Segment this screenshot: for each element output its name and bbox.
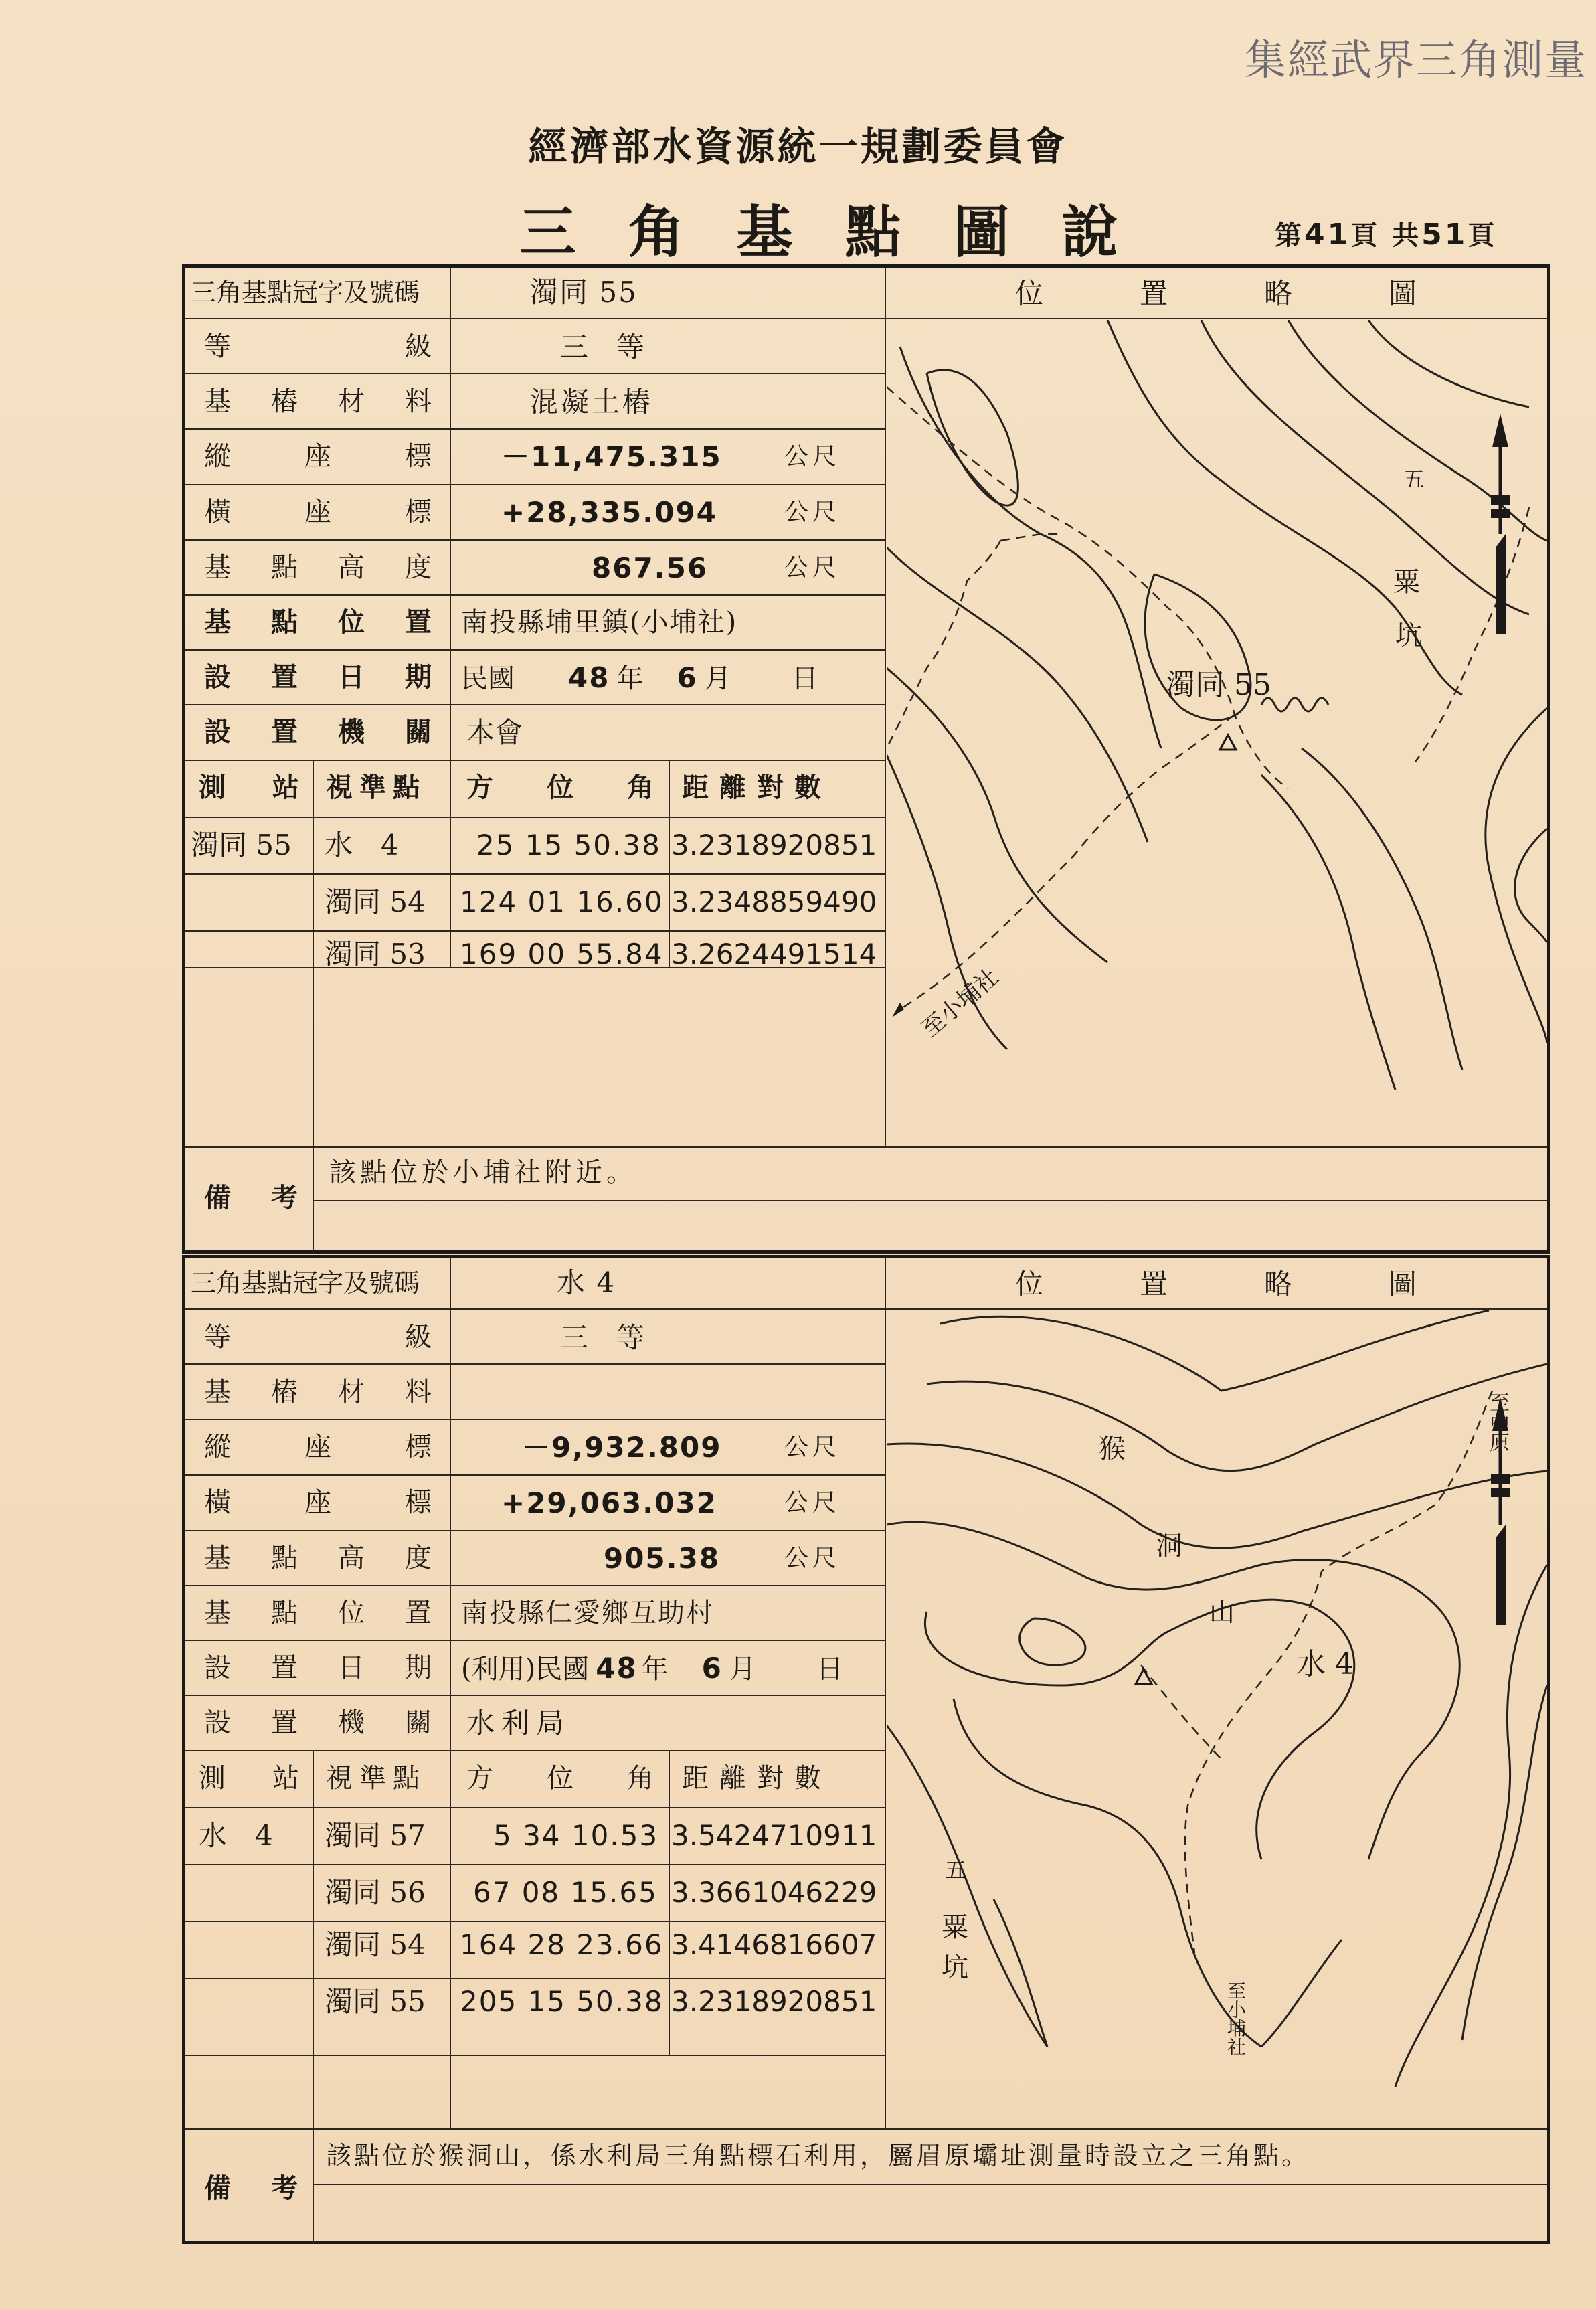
organization-title: 經濟部水資源統一規劃委員會 [528,124,1068,169]
height-unit: 公尺 [784,1545,841,1572]
remark-value: 該點位於猴洞山，係水利局三角點標石利用，屬眉原壩址測量時設立之三角點。 [326,2141,1310,2170]
divider [885,268,886,1146]
row-line [185,318,885,319]
row-line [185,1807,885,1808]
label-map: 位 置 略 圖 [1015,277,1417,310]
location-value: 南投縣仁愛鄉互助村 [461,1598,714,1628]
map-stream-label: 五 [945,1857,967,1883]
material-value: 混凝土樁 [530,386,654,418]
label-station: 測 站 [199,772,299,803]
label-agency: 設 置 機 關 [204,716,432,748]
row-line [313,2184,1547,2185]
obs-azimuth: 25 15 50.38 [476,829,661,861]
remark-value: 該點位於小埔社附近。 [329,1157,637,1188]
section-2 [182,1255,1550,2244]
agency-value: 水利局 [466,1707,571,1739]
road-arrow-icon [892,1003,904,1017]
label-remarks: 備 考 [204,2172,298,2204]
row-line [185,373,885,374]
obs-distance: 3.2348859490 [671,885,877,918]
obs-target: 濁同 55 [325,1985,426,2018]
label-azimuth: 方 位 角 [466,1763,654,1794]
obs-distance: 3.5424710911 [671,1819,877,1852]
row-line [185,649,885,651]
north-value: －11,475.315 [501,440,722,473]
label-grade: 等 級 [204,1322,432,1353]
map-stream-label: 粟 [1393,567,1420,598]
label-location: 基 點 位 置 [204,1598,432,1628]
handwritten-stamp: 集經武界三角測量 [1245,35,1588,84]
north-unit: 公尺 [784,443,841,471]
agency-value: 本會 [466,716,523,749]
page-prefix: 第 [1275,220,1304,251]
row-line [185,1750,885,1751]
triangle-point-icon [1220,735,1236,750]
row-line [185,1363,885,1365]
obs-target: 濁同 57 [325,1819,426,1852]
obs-target: 濁同 53 [325,938,426,970]
row-line [185,484,885,485]
row-line [185,1474,885,1476]
row-line [185,760,885,761]
north-arrow-bar [1491,509,1510,518]
label-distance: 距離對數 [682,772,832,803]
page-total: 51 [1421,218,1468,252]
row-line [185,539,885,541]
label-station: 測 站 [199,1763,299,1794]
obs-distance: 3.3661046229 [671,1876,877,1909]
map-mountain-label: 山 [1209,1598,1235,1627]
map-point-label: 水 4 [1296,1647,1354,1681]
page-suffix: 頁 [1468,220,1498,251]
row-line [185,1530,885,1531]
label-date: 設 置 日 期 [204,1652,432,1683]
row-line [185,817,885,818]
divider [313,760,314,1254]
label-east: 橫 座 標 [204,1487,432,1518]
station-value: 水 4 [199,1819,273,1852]
code-value: 水 4 [557,1266,616,1299]
label-north: 縱 座 標 [204,441,432,472]
east-value: +29,063.032 [501,1486,717,1519]
date-value: (利用)民國 48 年 6 月 日 [461,1652,843,1685]
row-line [185,1585,885,1586]
grade-value: 三 等 [560,331,645,363]
label-target: 視準點 [326,772,426,803]
label-map: 位 置 略 圖 [1015,1268,1417,1300]
divider [885,1258,886,2128]
label-remarks: 備 考 [204,1182,298,1213]
divider [669,1750,670,2055]
obs-distance: 3.4146816607 [671,1928,877,1961]
obs-target: 濁同 56 [325,1876,426,1909]
divider [669,760,670,967]
label-material: 基 樁 材 料 [204,386,432,417]
north-unit: 公尺 [784,1434,841,1461]
row-line [185,704,885,705]
row-line [185,2128,1547,2130]
obs-distance: 3.2624491514 [671,938,877,970]
row-line [185,1640,885,1641]
page-title: 三角基點圖說 [519,199,1170,265]
date-value: 民國 48 年 6 月 日 [461,661,818,694]
obs-azimuth: 164 28 23.66 [460,1928,664,1961]
obs-azimuth: 5 34 10.53 [493,1819,659,1852]
map-stream-label: 粟 [942,1912,968,1943]
code-value: 濁同 55 [530,276,638,309]
section-1 [182,264,1550,1254]
east-unit: 公尺 [784,499,841,526]
north-arrow-tail [1496,1525,1506,1625]
obs-azimuth: 169 00 55.84 [460,938,664,970]
page-number [1275,214,1497,252]
obs-target: 濁同 54 [325,885,426,918]
location-map [887,320,1547,1144]
obs-distance: 3.2318920851 [671,1985,877,2018]
map-head-line [885,318,1547,319]
grade-value: 三 等 [560,1321,645,1354]
height-value: 905.38 [604,1542,721,1575]
triangle-point-icon [1136,1669,1152,1684]
obs-distance: 3.2318920851 [671,829,877,861]
label-date: 設 置 日 期 [204,661,432,693]
divider [313,1750,314,2244]
label-azimuth: 方 位 角 [466,772,654,803]
row-line [185,1146,1547,1148]
map-mountain-label: 猴 [1099,1434,1126,1464]
location-value: 南投縣埔里鎮(小埔社) [461,607,738,638]
label-material: 基 樁 材 料 [204,1377,432,1407]
obs-target: 水 4 [325,829,399,861]
row-line [185,428,885,430]
east-unit: 公尺 [784,1489,841,1517]
row-line [185,1419,885,1420]
row-line [185,873,885,875]
row-line [185,1978,885,1979]
page-mid: 頁 共 [1350,220,1422,251]
east-value: +28,335.094 [501,496,717,529]
map-stream-label: 坑 [942,1952,968,1983]
station-value: 濁同 55 [191,829,292,861]
map-mountain-label: 洞 [1156,1531,1182,1561]
north-arrow-bar [1491,1474,1510,1484]
north-arrow-tail [1496,534,1506,634]
obs-azimuth: 67 08 15.65 [473,1876,658,1909]
divider [450,1258,451,2128]
map-road-label: 至小埔社 [1225,1981,1247,2056]
label-agency: 設 置 機 關 [204,1707,432,1738]
stream-symbol [1261,698,1328,711]
contour-lines [887,1310,1547,2087]
label-distance: 距離對數 [682,1763,832,1794]
map-stream-label: 五 [1403,466,1425,492]
label-code: 三角基點冠字及號碼 [191,1268,420,1298]
map-head-line [885,1308,1547,1310]
label-target: 視準點 [326,1763,426,1794]
map-stream-label: 坑 [1395,620,1422,651]
height-unit: 公尺 [784,554,841,582]
page-current: 41 [1304,218,1351,252]
height-value: 867.56 [592,551,709,584]
obs-target: 濁同 54 [325,1928,426,1961]
row-line [185,2055,885,2056]
label-north: 縱 座 標 [204,1432,432,1462]
row-line [185,1695,885,1696]
label-location: 基 點 位 置 [204,606,432,638]
row-line [185,930,885,932]
obs-azimuth: 205 15 50.38 [460,1985,664,2018]
north-arrow-bar [1491,1488,1510,1497]
row-line [185,1864,885,1865]
row-line [313,1200,1547,1201]
label-code: 三角基點冠字及號碼 [191,278,420,307]
label-grade: 等 級 [204,331,432,362]
north-value: －9,932.809 [522,1431,722,1464]
location-map [887,1310,1547,2127]
label-east: 橫 座 標 [204,497,432,527]
obs-azimuth: 124 01 16.60 [460,885,664,918]
north-arrow-bar [1491,495,1510,505]
map-road-label: 至小埔社 [917,963,1004,1043]
label-height: 基 點 高 度 [204,552,432,583]
map-road-label: 至中原 [1486,1392,1509,1452]
row-line [185,594,885,596]
row-line [185,1921,885,1922]
label-height: 基 點 高 度 [204,1543,432,1573]
row-line [185,1308,885,1310]
map-point-label: 濁同 55 [1166,668,1271,702]
